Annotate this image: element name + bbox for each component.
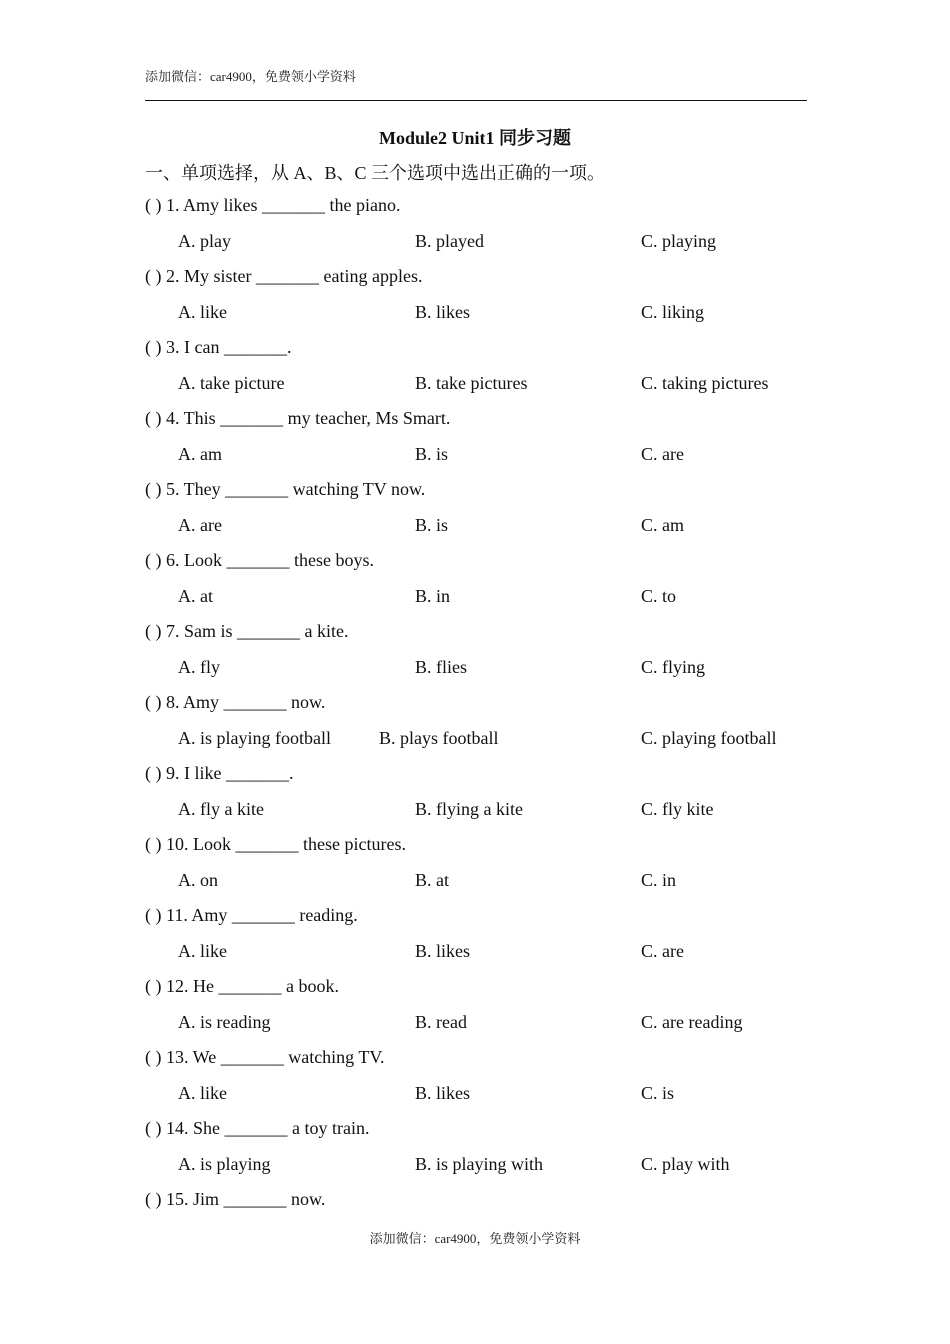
page-title: Module2 Unit1 同步习题 — [378, 128, 571, 148]
options-row — [145, 586, 807, 622]
options-row — [145, 515, 807, 551]
options-row — [145, 657, 807, 693]
option-c: C. play with — [641, 1153, 730, 1174]
option-a: A. like — [178, 301, 227, 322]
options-row — [145, 1012, 807, 1048]
option-b: B. plays football — [379, 727, 499, 748]
option-c: C. playing — [641, 230, 716, 251]
option-a: A. on — [178, 869, 218, 890]
footer-note: 添加微信：car4900，免费领小学资料 — [369, 1231, 581, 1246]
section-instruction: 一、单项选择，从 A、B、C 三个选项中选出正确的一项。 — [145, 163, 606, 183]
option-a: A. am — [178, 443, 222, 464]
option-b: B. is — [415, 443, 449, 464]
option-b: B. is — [415, 514, 449, 535]
question-stem: ( ) 6. Look _______ these boys. — [145, 550, 374, 570]
question-stem: ( ) 11. Amy _______ reading. — [145, 905, 358, 925]
option-b: B. likes — [415, 1082, 471, 1103]
option-a: A. fly — [178, 656, 220, 677]
question-stem: ( ) 9. I like _______. — [145, 763, 294, 783]
option-a: A. are — [178, 514, 222, 535]
question-stem: ( ) 5. They _______ watching TV now. — [145, 479, 426, 499]
option-b: B. take pictures — [415, 372, 528, 393]
options-row — [145, 1154, 807, 1190]
option-b: B. is playing with — [415, 1153, 544, 1174]
options-row — [145, 1083, 807, 1119]
question-stem: ( ) 2. My sister _______ eating apples. — [145, 266, 423, 286]
option-a: A. at — [178, 585, 213, 606]
question-stem: ( ) 3. I can _______. — [145, 337, 292, 357]
option-b: B. flying a kite — [415, 798, 523, 819]
options-row — [145, 373, 807, 409]
options-row — [145, 231, 807, 267]
option-c: C. are reading — [641, 1011, 743, 1032]
option-c: C. taking pictures — [641, 372, 769, 393]
option-b: B. likes — [415, 301, 471, 322]
option-b: B. read — [415, 1011, 467, 1032]
question-list — [145, 195, 807, 1225]
header-divider — [145, 100, 807, 101]
option-a: A. take picture — [178, 372, 285, 393]
option-c: C. flying — [641, 656, 706, 677]
option-a: A. is playing football — [178, 727, 331, 748]
option-a: A. like — [178, 1082, 227, 1103]
option-a: A. like — [178, 940, 227, 961]
option-c: C. are — [641, 443, 684, 464]
question-stem: ( ) 1. Amy likes _______ the piano. — [145, 195, 401, 215]
option-a: A. is reading — [178, 1011, 271, 1032]
option-c: C. playing football — [641, 727, 777, 748]
options-row — [145, 728, 807, 764]
options-row — [145, 302, 807, 338]
question-stem: ( ) 10. Look _______ these pictures. — [145, 834, 406, 854]
options-row — [145, 799, 807, 835]
option-b: B. in — [415, 585, 451, 606]
option-c: C. am — [641, 514, 684, 535]
option-c: C. is — [641, 1082, 675, 1103]
options-row — [145, 444, 807, 480]
option-a: A. fly a kite — [178, 798, 264, 819]
option-b: B. played — [415, 230, 484, 251]
question-stem: ( ) 7. Sam is _______ a kite. — [145, 621, 349, 641]
question-stem: ( ) 12. He _______ a book. — [145, 976, 339, 996]
question-stem: ( ) 15. Jim _______ now. — [145, 1189, 326, 1209]
question-stem: ( ) 4. This _______ my teacher, Ms Smart. — [145, 408, 451, 428]
option-b: B. flies — [415, 656, 467, 677]
question-stem: ( ) 14. She _______ a toy train. — [145, 1118, 370, 1138]
question-stem: ( ) 13. We _______ watching TV. — [145, 1047, 385, 1067]
option-c: C. are — [641, 940, 684, 961]
option-b: B. at — [415, 869, 449, 890]
option-c: C. in — [641, 869, 677, 890]
option-b: B. likes — [415, 940, 471, 961]
options-row — [145, 941, 807, 977]
option-c: C. liking — [641, 301, 705, 322]
option-a: A. is playing — [178, 1153, 271, 1174]
options-row — [145, 870, 807, 906]
question-stem: ( ) 8. Amy _______ now. — [145, 692, 326, 712]
option-a: A. play — [178, 230, 231, 251]
option-c: C. to — [641, 585, 677, 606]
header-note: 添加微信：car4900，免费领小学资料 — [145, 69, 356, 84]
option-c: C. fly kite — [641, 798, 714, 819]
